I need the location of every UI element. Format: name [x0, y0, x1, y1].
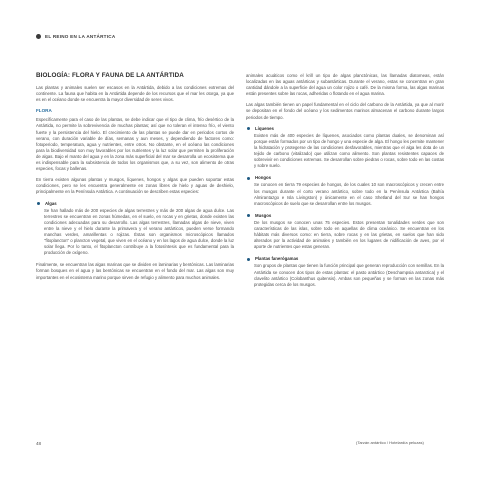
- bullet-icon: [247, 258, 250, 261]
- list-item-title: Musgos: [255, 212, 272, 218]
- intro-paragraph: Las plantas y animales suelen ser escasos en la Antártida, debido a las condiciones extremas del continente. La fauna que habita en la Antártida depende de los recursos que el mar les otorga, ya que es en el océano donde se encuentra la mayor diversidad de seres vivos.: [36, 85, 234, 103]
- list-item-fanerogamas: [246, 256, 444, 287]
- flora-paragraph-1: Específicamente para el caso de las plantas, se debe indicar que el tipo de clima, frío desértico de la Antártida, no permite la sobrevivencia de muchas plantas; así que no toleran el intenso frío, el viento fuerte y la persistencia del hielo. El crecimiento de las plantas se puede dar en periodos cortos de verano, con duración variable de días, semanas y aun meses, y dependiendo de factores como: fotoperiodo, temperatura, agua y nutrientes, entre otros. No obstante, en el océano las condiciones para la biodiversidad son muy favorables por los nutrientes y la luz solar que permiten la proliferación de algas. Bajo el manto del agua y en la zona más superficial del mar se desarrolla un ecosistema que es indispensable para la subsistencia de todos los organismos que, a su vez, son alimento de otras especies, focas y ballenas.: [36, 117, 234, 172]
- section-title: BIOLOGÍA: FLORA Y FAUNA DE LA ANTÁRTIDA: [36, 72, 184, 79]
- bullet-icon: [37, 202, 40, 205]
- flora-paragraph-2: En tierra existen algunas plantas y musgos, líquenes, hongos y algas que pueden soportar estas condiciones, pero se les encuentra generalmente en zonas libres de hielo y aguas de deshielo, principalmente en la Península Antártica. A continuación se describen estas especies:: [36, 177, 234, 195]
- flora-paragraph-3: Finalmente, se encuentran las algas marinas que se dividen en laminarias y bentónicas. Las laminarias forman bosques en el agua y las bentónicas se encuentran en el fondo del mar. Las algas son muy importantes en el ecosistema marino porque sirven de refugio y alimento para muchos animales.: [36, 262, 234, 280]
- list-item-text: Se conocen en tierra 79 especies de hongos, de los cuales 10 son macroscópicos y crecen entre los musgos durante el corto verano antártico, sobre todo en la Península Antártica (Bahía Almirantazgo e Isla Livingston) y únicamente en el caso Shetland del Sur se han hongos macroscópicos de suelo que se desarrollan entre los musgos.: [254, 182, 444, 206]
- list-item-hongos: [246, 175, 444, 206]
- list-item-text: Existen más de 400 especies de líquenes, asociados como plantas duales, se denominan así porque están formados por un tipo de hongo y una especie de alga. El hongo les permite mantener la hidratación y protegerse de las condiciones desfavorables, mientras que el alga les dota de un tejido de carbono (vitalizado) que utilizan como alimento. Son plantas resistentes capaces de sobrevivir en condiciones extremas. Se desarrollan sobre piedras o rocas, sobre todo en las costas y sobre suelo.: [254, 132, 444, 169]
- list-item-text: De los musgos se conocen unas 75 especies. Estos presentan tonalidades verdes que son características de las islas, sobre todo en aquellas de clima oceánico. Se encuentran en los hábitats más diversos como: en tierra, sobre rocas y en las grietas, en suelos que han sido alterados por la actividad de animales y también en los lugares de nidificación de aves, por el aporte de nutrientes que estas generan.: [254, 219, 444, 250]
- list-item-liquenes: [246, 126, 444, 170]
- list-item-musgos: [246, 213, 444, 251]
- list-item-title: Plantas fanerógamas: [255, 256, 299, 262]
- bullet-icon: [247, 177, 250, 180]
- right-paragraph-1: animales acuáticos como el krill un tipo de algas planctónicas, las llamadas diatomeas, están localizadas en las aguas antárticas y subantárticas. Durante el verano, estas se concentran en gran cantidad dándole a la superficie del agua un color rojizo o café. De la misma forma, las algas marinas están presentes sobre las rocas, adheridas o flotando en el agua marina.: [246, 73, 444, 97]
- header-bullet-icon: [36, 34, 41, 39]
- left-column: [36, 72, 234, 286]
- bullet-icon: [247, 127, 250, 130]
- page-number: 48: [36, 441, 42, 446]
- right-paragraph-2: Las algas también tienen un papel fundamental en el ciclo del carbono de la Antártida, ya que al morir se depositan en el fondo del océano y los sedimentos marinos almacenan el carbono durante largos periodos de tiempo.: [246, 102, 444, 120]
- header-title: EL REINO EN LA ANTÁRTICA: [45, 34, 116, 39]
- list-item-title: Hongos: [255, 175, 271, 181]
- right-column: [246, 73, 444, 294]
- list-item-title: Líquenes: [255, 125, 274, 131]
- list-item-algas: [36, 201, 234, 257]
- image-caption: (Tarzán antártico / Hotelardía peluzas): [356, 440, 424, 445]
- bullet-icon: [247, 214, 250, 217]
- list-item-text: Son grupos de plantas que tienen la función principal que generan reproducción con semillas. En la Antártida se conocen dos tipos de estas plantas: el pasto antártico (Deschampsia antarctica) y el clavelito antártico (Colobanthus quitensis). Ambas son pequeñas y se forman en las zonas más protegidas cerca de los musgos.: [254, 263, 444, 287]
- running-header: [36, 34, 115, 39]
- list-item-title: Algas: [45, 200, 57, 206]
- flora-label: FLORA: [36, 108, 52, 114]
- list-item-text: Se han hallado más de 200 especies de algas terrestres y más de 200 algas de agua dulce. Las terrestres se encuentran en zonas húmedas, en el suelo, en rocas y en grietas, donde existen las condiciones adecuadas para su desarrollo. Las algas terrestres, llamadas algas de nieve, viven entre la nieve y el hielo durante la primavera y el verano antárticos, pueden verse formando manchas verdes, amarillentas o rojizas. Éstas son organismos microscópicos llamados "fitoplancton" o plancton vegetal, que viven en el océano y en los lagos de agua dulce, donde la luz solar llega. Por lo tanto, el fitoplancton contribuye a la fotosíntesis que es fundamental para la producción de oxígeno.: [44, 207, 234, 256]
